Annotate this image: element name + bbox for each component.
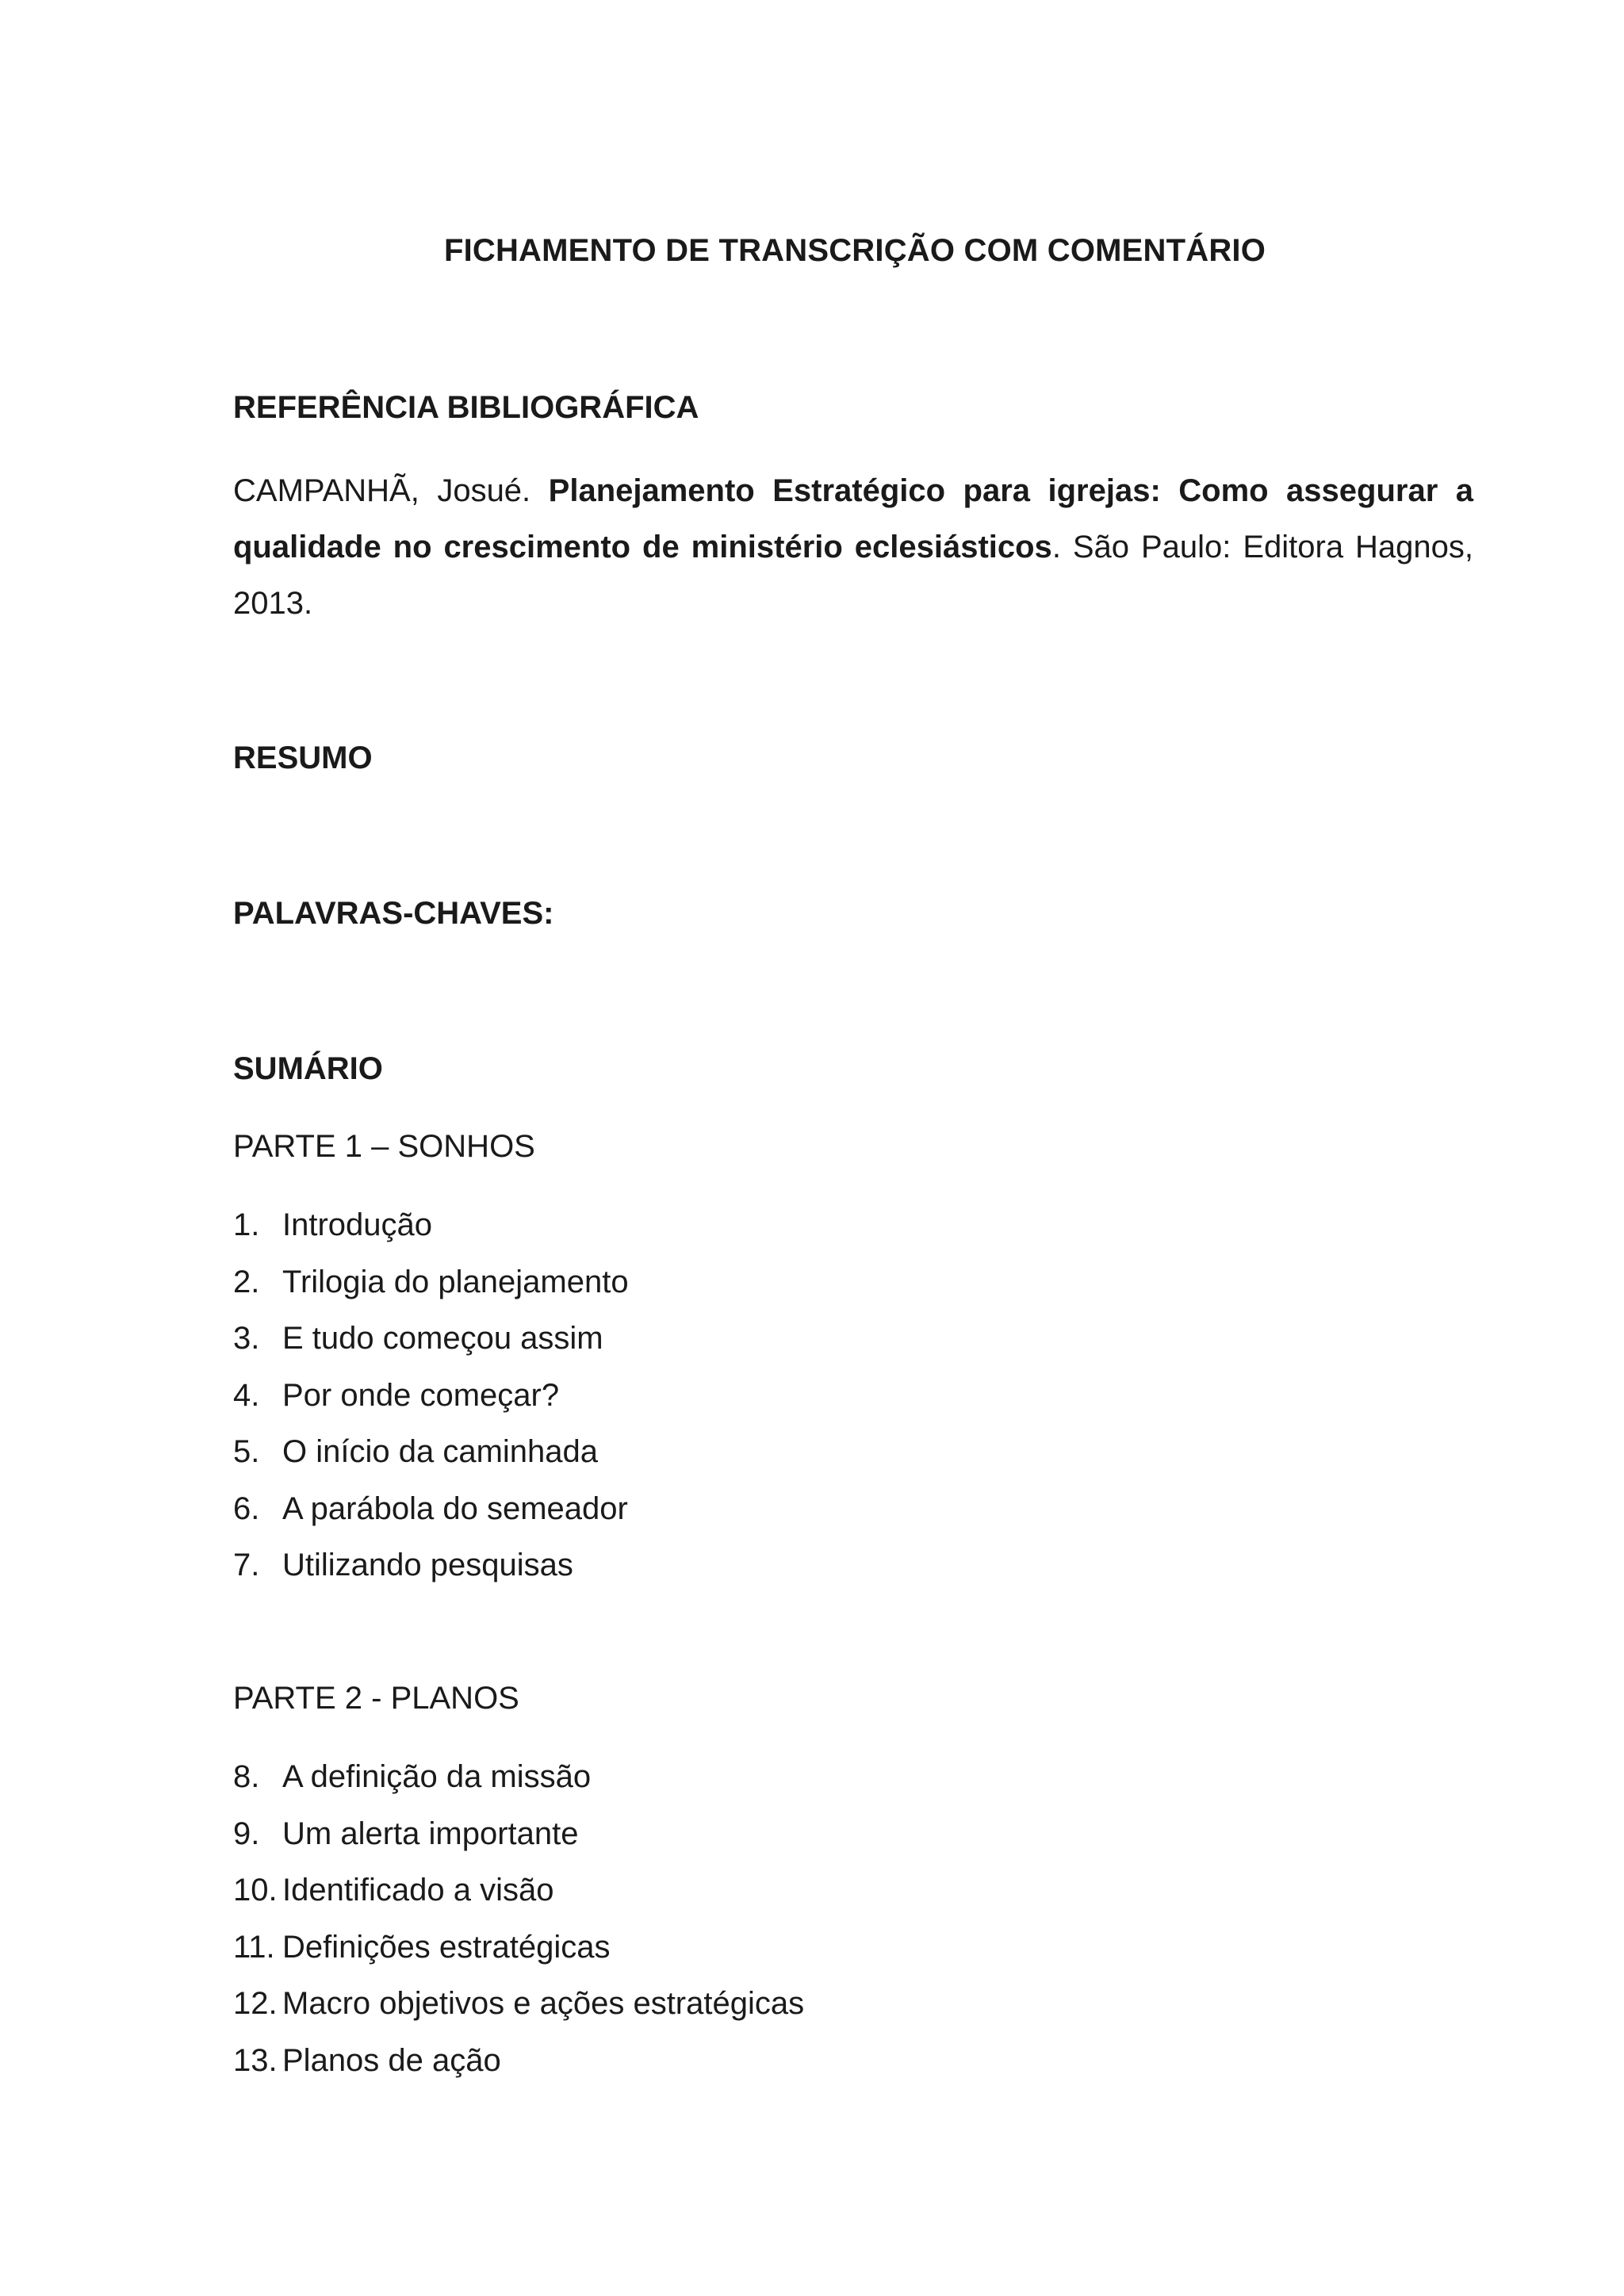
toc-item-number: 7. <box>233 1548 260 1582</box>
toc-item-number: 11. <box>233 1929 275 1965</box>
toc-item-label: Um alerta importante <box>282 1816 579 1851</box>
toc-item <box>233 2033 804 2090</box>
toc-item-label: E tudo começou assim <box>282 1321 603 1356</box>
toc-item-label: Macro objetivos e ações estratégicas <box>282 1986 805 2021</box>
toc-item-number: 3. <box>233 1321 260 1356</box>
toc-item-number: 13. <box>233 2042 278 2078</box>
toc-item <box>233 1537 629 1594</box>
toc-item <box>233 1424 629 1481</box>
toc-item-label: O início da caminhada <box>282 1434 599 1469</box>
toc-heading: SUMÁRIO <box>233 1051 383 1086</box>
toc-item-number: 6. <box>233 1490 260 1526</box>
reference-heading: REFERÊNCIA BIBLIOGRÁFICA <box>233 390 699 425</box>
toc-item-number: 8. <box>233 1759 260 1794</box>
bibliographic-reference <box>233 463 1473 632</box>
toc-item-label: Por onde começar? <box>282 1377 560 1413</box>
toc-item <box>233 1254 629 1311</box>
toc-item-number: 1. <box>233 1207 260 1242</box>
toc-item-label: A parábola do semeador <box>282 1490 628 1526</box>
toc-item <box>233 1481 629 1538</box>
part-2-chapter-list <box>233 1749 804 2089</box>
part-2-title: PARTE 2 - PLANOS <box>233 1681 519 1716</box>
toc-item <box>233 1197 629 1254</box>
document-title: FICHAMENTO DE TRANSCRIÇÃO COM COMENTÁRIO <box>443 233 1266 268</box>
toc-item-label: Introdução <box>282 1207 433 1242</box>
toc-item <box>233 1919 804 1976</box>
part-1-chapter-list <box>233 1197 629 1594</box>
toc-item <box>233 1976 804 2033</box>
toc-item <box>233 1311 629 1368</box>
toc-item-number: 12. <box>233 1986 278 2021</box>
part-1-title: PARTE 1 – SONHOS <box>233 1129 535 1164</box>
reference-publication: . São Paulo: Editora Hagnos, 2013. <box>233 530 1473 621</box>
toc-item-number: 10. <box>233 1873 278 1908</box>
toc-item <box>233 1862 804 1919</box>
toc-item-label: Identificado a visão <box>282 1873 554 1908</box>
reference-work-title: Planejamento Estratégico para igrejas: Como assegurar a qualidade no crescimento de ministério eclesiásticos <box>233 473 1474 564</box>
toc-item <box>233 1806 804 1863</box>
keywords-heading: PALAVRAS-CHAVES: <box>233 896 554 931</box>
toc-item-label: Definições estratégicas <box>282 1929 611 1965</box>
summary-heading: RESUMO <box>233 740 373 775</box>
toc-item <box>233 1749 804 1806</box>
toc-item-number: 9. <box>233 1816 260 1851</box>
toc-item <box>233 1368 629 1425</box>
toc-item-label: A definição da missão <box>282 1759 592 1794</box>
toc-item-number: 2. <box>233 1264 260 1299</box>
reference-author: CAMPANHÃ, Josué. <box>233 473 549 508</box>
toc-item-label: Planos de ação <box>282 2042 501 2078</box>
toc-item-number: 4. <box>233 1377 260 1413</box>
toc-item-number: 5. <box>233 1434 260 1469</box>
toc-item-label: Trilogia do planejamento <box>282 1264 629 1299</box>
toc-item-label: Utilizando pesquisas <box>282 1548 573 1582</box>
